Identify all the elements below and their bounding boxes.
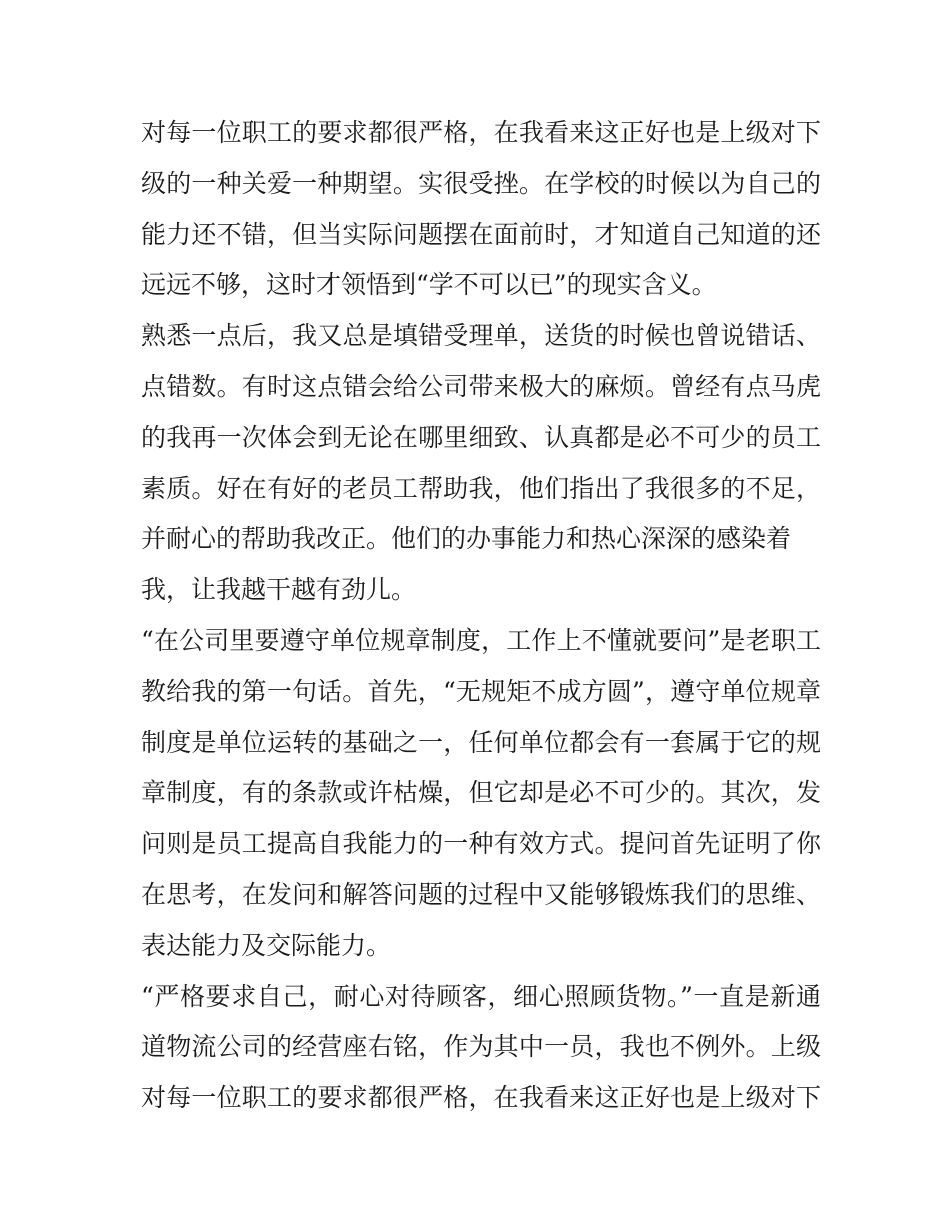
text-line: 制度是单位运转的基础之一，任何单位都会有一套属于它的规 [141, 727, 821, 757]
text-line: 道物流公司的经营座右铭，作为其中一员，我也不例外。上级 [141, 1032, 821, 1062]
text-line: 问则是员工提高自我能力的一种有效方式。提问首先证明了你 [141, 829, 821, 859]
body-text [141, 108, 821, 1124]
text-line: 能力还不错，但当实际问题摆在面前时，才知道自己知道的还 [141, 219, 821, 249]
text-line: 远远不够，这时才领悟到“学不可以已”的现实含义。 [141, 270, 717, 300]
text-line: 在思考，在发问和解答问题的过程中又能够锻炼我们的思维、 [141, 879, 821, 909]
text-line: 点错数。有时这点错会给公司带来极大的麻烦。曾经有点马虎 [141, 371, 821, 401]
text-line: 的我再一次体会到无论在哪里细致、认真都是必不可少的员工 [141, 422, 821, 452]
text-line: 我，让我越干越有劲儿。 [141, 575, 417, 605]
text-line: 对每一位职工的要求都很严格，在我看来这正好也是上级对下 [141, 118, 821, 147]
text-line: “在公司里要遵守单位规章制度，工作上不懂就要问”是老职工 [141, 625, 821, 655]
text-line: 级的一种关爱一种期望。实很受挫。在学校的时候以为自己的 [141, 168, 821, 198]
text-line: 熟悉一点后，我又总是填错受理单，送货的时候也曾说错话、 [141, 321, 821, 351]
text-line: “严格要求自己，耐心对待顾客，细心照顾货物。”一直是新通 [141, 981, 821, 1011]
text-line: 表达能力及交际能力。 [141, 930, 392, 960]
text-line: 教给我的第一句话。首先，“无规矩不成方圆”，遵守单位规章 [141, 676, 821, 706]
text-line: 素质。好在有好的老员工帮助我，他们指出了我很多的不足， [141, 473, 821, 503]
text-line: 并耐心的帮助我改正。他们的办事能力和热心深深的感染着 [141, 524, 792, 554]
text-line: 对每一位职工的要求都很严格，在我看来这正好也是上级对下 [141, 1083, 821, 1113]
text-line: 章制度，有的条款或许枯燥，但它却是必不可少的。其次，发 [141, 778, 821, 808]
